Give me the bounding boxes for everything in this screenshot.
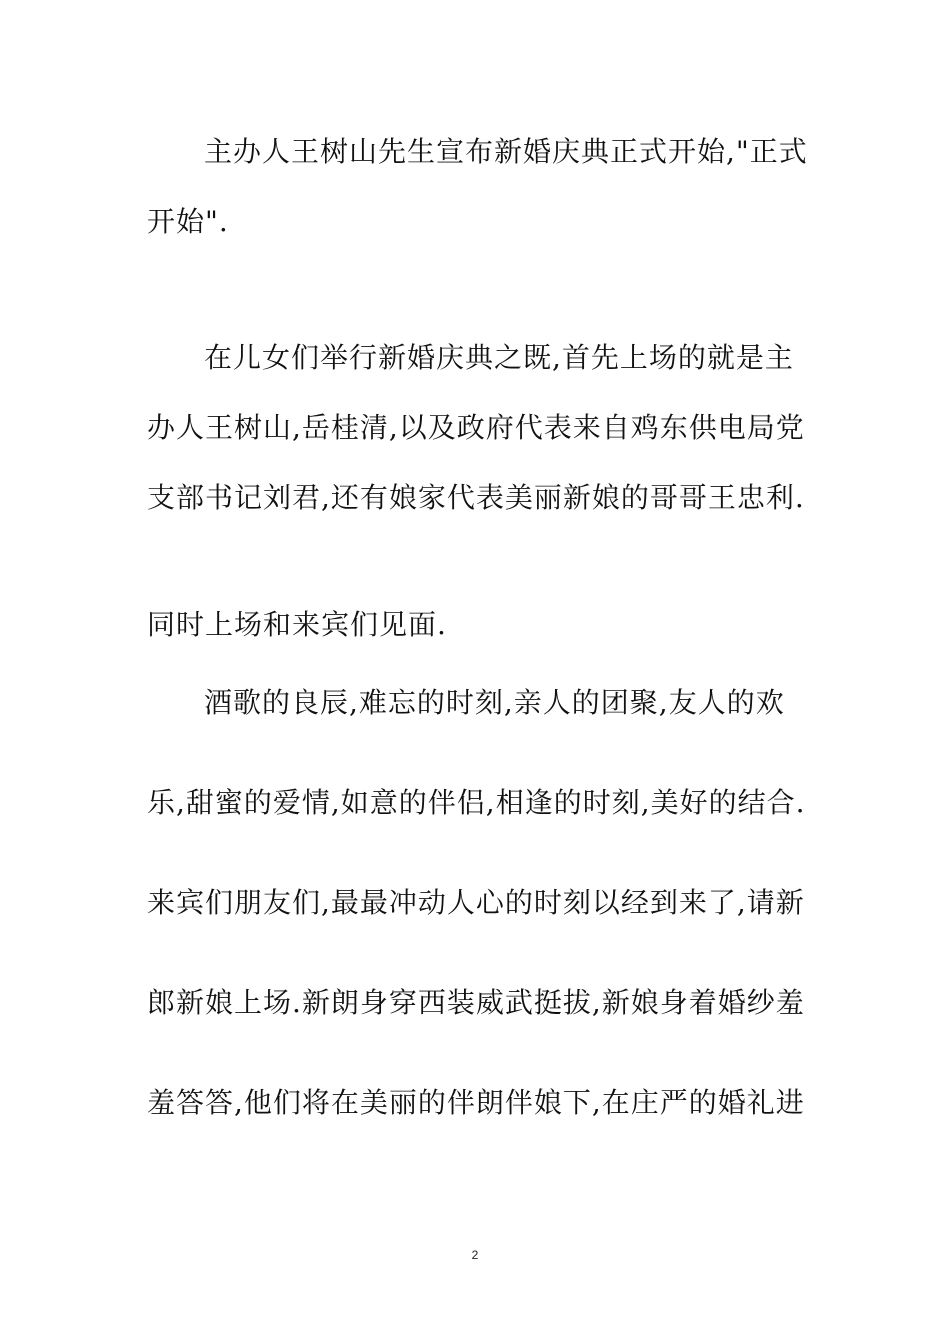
paragraph-2-line-1: 在儿女们举行新婚庆典之既,首先上场的就是主 bbox=[204, 341, 794, 374]
page-number: 2 bbox=[471, 1248, 479, 1262]
paragraph-3-line-4: 郎新娘上场.新朗身穿西装威武挺拔,新娘身着婚纱羞 bbox=[147, 986, 805, 1019]
paragraph-3-line-5: 羞答答,他们将在美丽的伴朗伴娘下,在庄严的婚礼进 bbox=[147, 1086, 805, 1119]
paragraph-2-line-3: 支部书记刘君,还有娘家代表美丽新娘的哥哥王忠利. bbox=[147, 481, 805, 514]
paragraph-2-line-4: 同时上场和来宾们见面. bbox=[147, 608, 447, 641]
paragraph-1-line-1: 主办人王树山先生宣布新婚庆典正式开始,"正式 bbox=[204, 135, 808, 168]
paragraph-2-line-2: 办人王树山,岳桂清,以及政府代表来自鸡东供电局党 bbox=[147, 411, 805, 444]
paragraph-3-line-2: 乐,甜蜜的爱情,如意的伴侣,相逢的时刻,美好的结合. bbox=[147, 786, 806, 819]
paragraph-3-line-3: 来宾们朋友们,最最冲动人心的时刻以经到来了,请新 bbox=[147, 886, 805, 919]
paragraph-1-line-2: 开始". bbox=[147, 205, 229, 238]
paragraph-3-line-1: 酒歌的良辰,难忘的时刻,亲人的团聚,友人的欢 bbox=[204, 686, 785, 719]
